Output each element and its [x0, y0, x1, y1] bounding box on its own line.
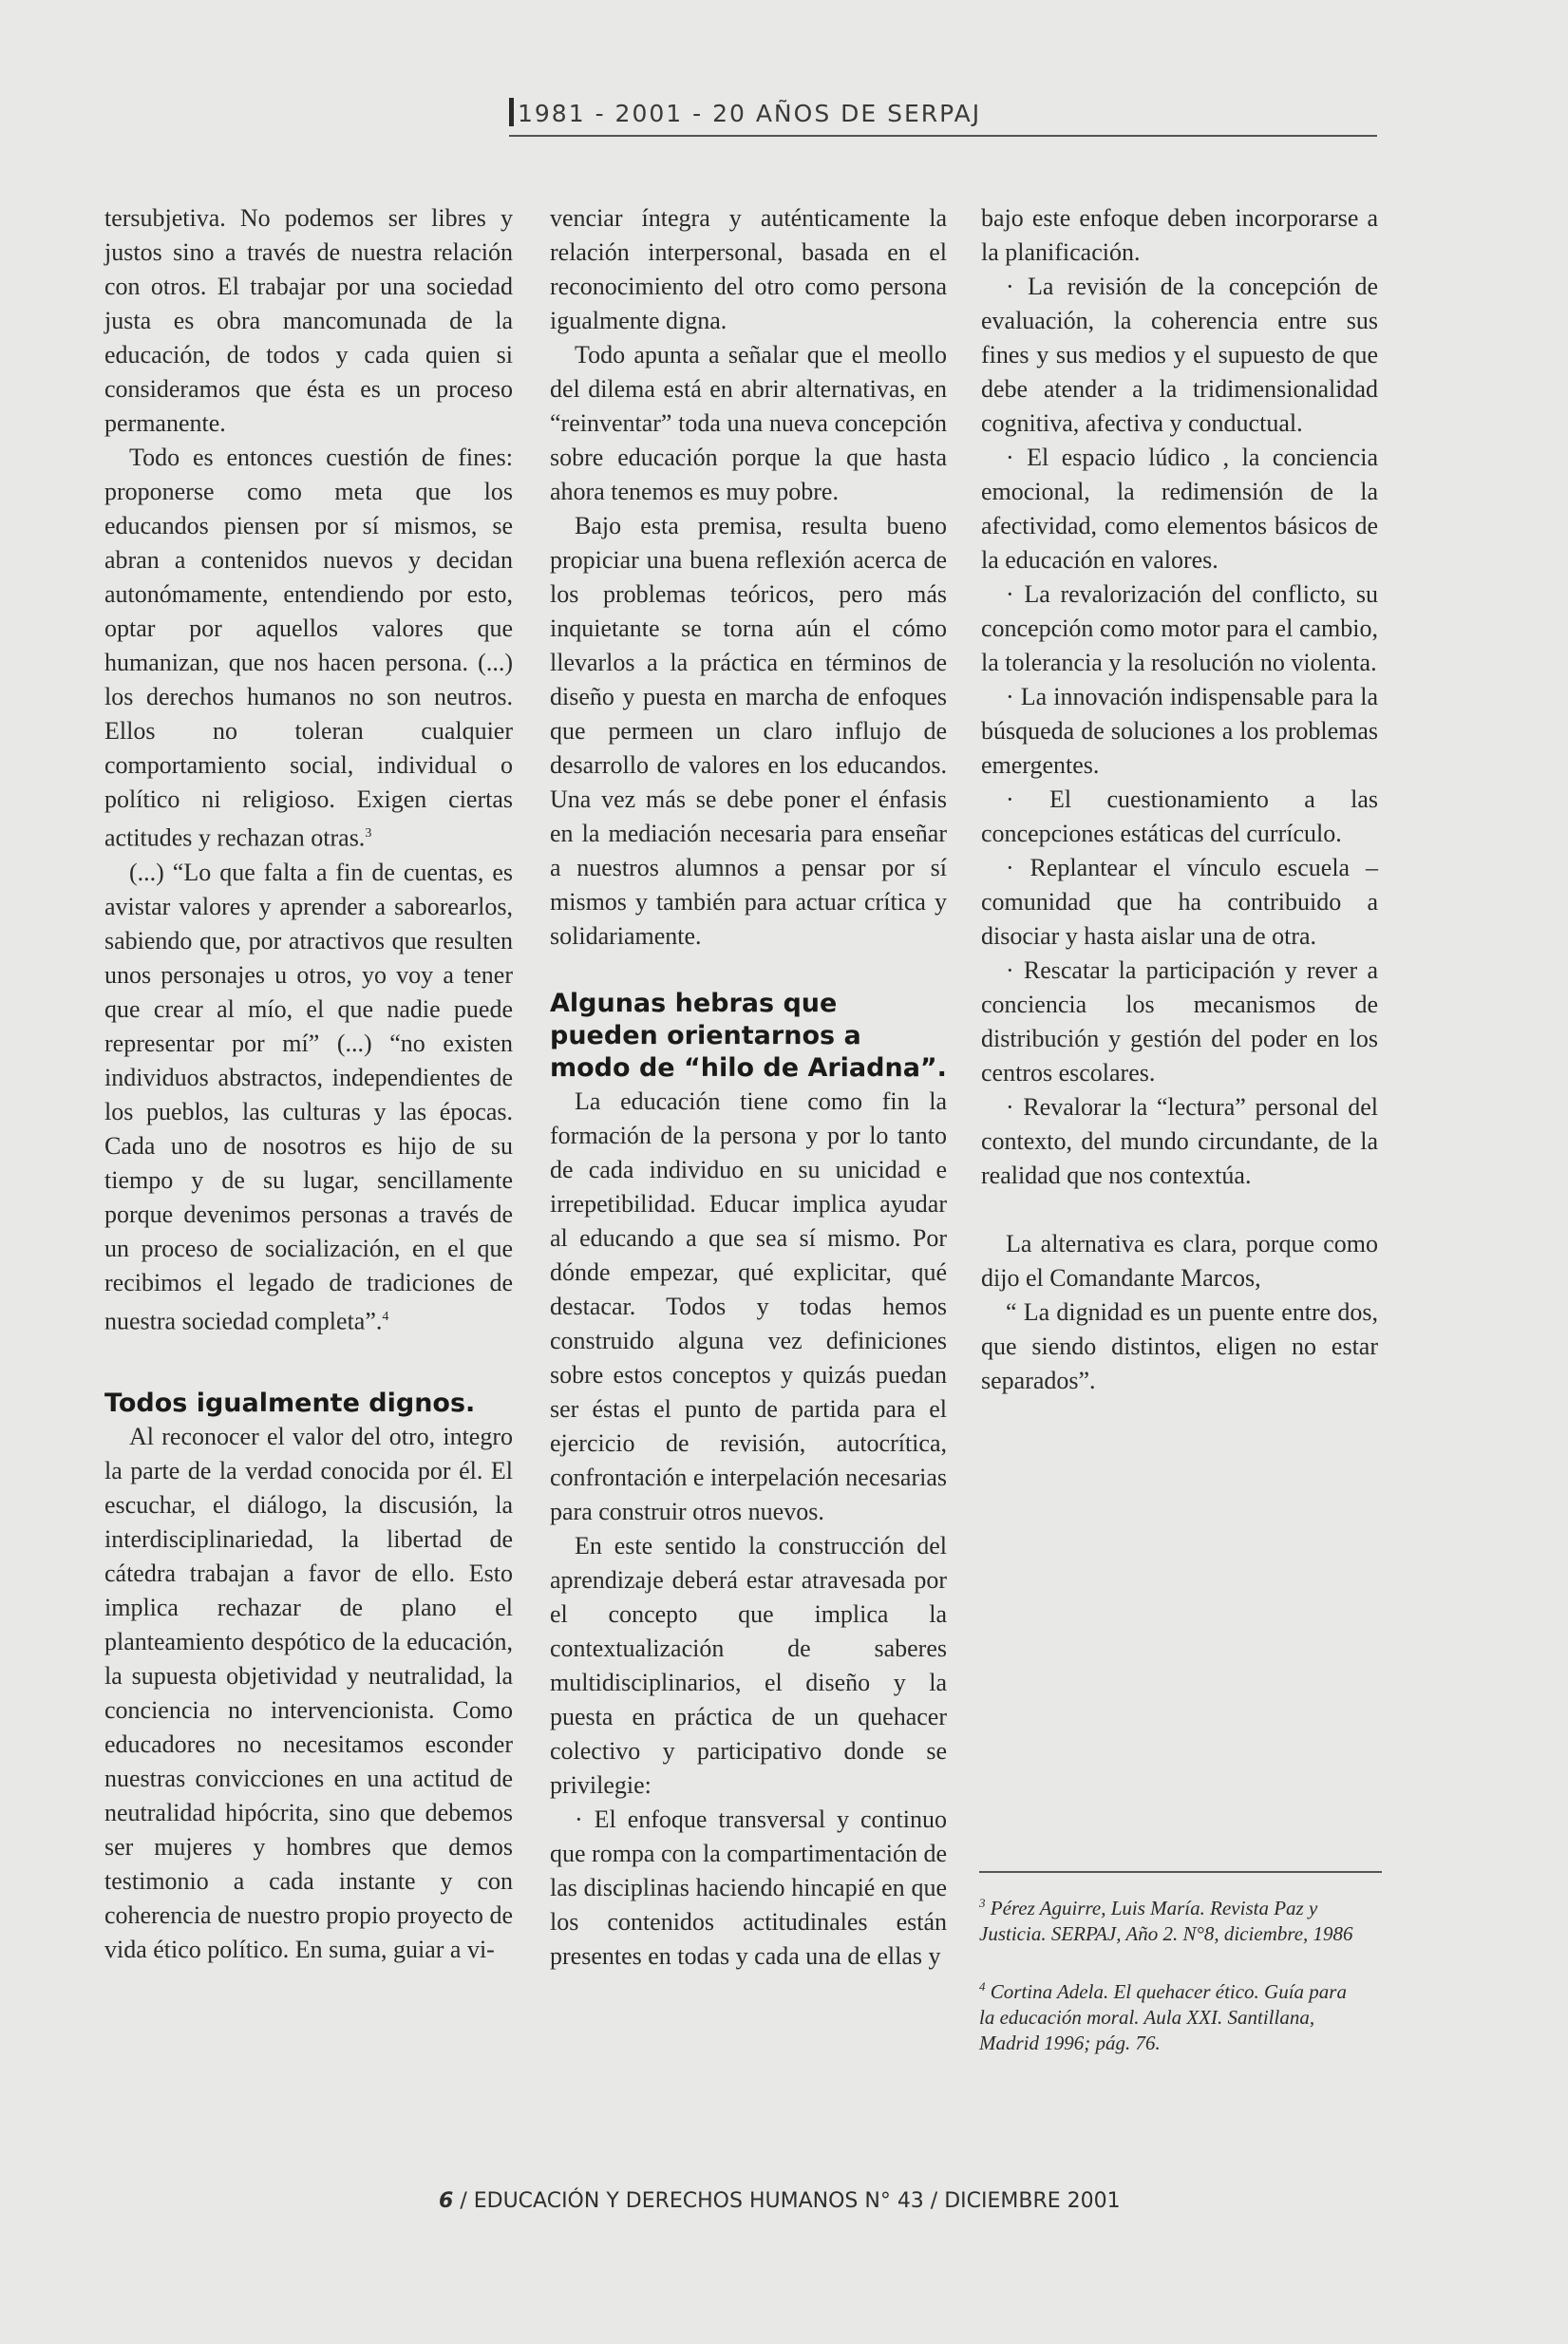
paragraph: En este sentido la construcción del aprendizaje deberá estar atravesada por el concepto que implica la contextualización de saberes multidisciplinarios, el diseño y la puesta en práctica de un quehacer colectivo y participativo donde se privilegie:: [550, 1532, 947, 1799]
bullet-item: · Revalorar la “lectura” personal del contexto, del mundo circundante, de la realidad que nos contextúa.: [981, 1093, 1378, 1189]
bullet-item: · El enfoque transversal y continuo que rompa con la compartimentación de las disciplinas haciendo hincapié en que los contenidos actitudinales están presentes en todas y cada una de ellas y: [550, 1805, 948, 1970]
running-footer: [439, 2183, 1123, 2221]
running-title: 1981 - 2001 - 20 AÑOS DE SERPAJ: [518, 100, 982, 127]
footer-separator: /: [460, 2189, 467, 2213]
section-heading: Todos igualmente dignos.: [104, 1389, 476, 1419]
footnote-ref: 3: [365, 826, 372, 841]
running-header: [509, 93, 1377, 137]
page-number: 6: [439, 2189, 454, 2213]
footnote: [979, 1974, 1359, 2056]
footnote-ref: 4: [382, 1309, 389, 1324]
bullet-item: · La revisión de la concepción de evaluación, la coherencia entre sus fines y sus medios y el supuesto de que debe atender a la tridimensionalidad cognitiva, afectiva y conductual.: [981, 273, 1378, 437]
bullet-item: · Rescatar la participación y rever a conciencia los mecanismos de distribución y gestión del poder en los centros escolares.: [981, 956, 1378, 1087]
paragraph: Al reconocer el valor del otro, integro la parte de la verdad conocida por él. El escuchar, el diálogo, la discusión, la interdisciplinariedad, la libertad de cátedra trabajan a favor de ello. Esto implica rechazar de plano el planteamiento despótico de la educación, la supuesta objetividad y neutralidad, la conciencia no intervencionista. Como educadores no necesitamos esconder nuestras convicciones en una actitud de neutralidad hipócrita, sino que debemos ser mujeres y hombres que demos testimonio a cada instante y con coherencia de nuestro propio proyecto de vida ético político. En suma, guiar a vi-: [104, 1423, 513, 1964]
footnotes: [979, 1890, 1359, 2083]
bullet-item: · El cuestionamiento a las concepciones estáticas del currículo.: [981, 785, 1378, 847]
column-2: [550, 201, 947, 1974]
paragraph: tersubjetiva. No podemos ser libres y justos sino a través de nuestra relación con otros. El trabajar por una sociedad justa es obra mancomunada de la educación, de todos y cada quien si consideramos que ésta es un proceso permanente.: [104, 204, 513, 437]
paragraph: Bajo esta premisa, resulta bueno propiciar una buena reflexión acerca de los problemas teóricos, pero más inquietante se torna aún el cómo llevarlos a la práctica en términos de diseño y puesta en marcha de enfoques que permeen un claro influjo de desarrollo de valores en los educandos. Una vez más se debe poner el énfasis en la mediación necesaria para enseñar a nuestros alumnos a pensar por sí mismos y también para actuar crítica y solidariamente.: [550, 512, 947, 950]
bullet-item: · Replantear el vínculo escuela – comunidad que ha contribuido a disociar y hasta aislar una de otra.: [981, 854, 1378, 950]
bullet-item: · El espacio lúdico , la conciencia emocional, la redimensión de la afectividad, como elementos básicos de la educación en valores.: [981, 444, 1378, 574]
footnote: [979, 1890, 1359, 1947]
paragraph: [104, 856, 513, 1339]
footnote-text: Cortina Adela. El quehacer ético. Guía para la educación moral. Aula XXI. Santillana, Madrid 1996; pág. 76.: [979, 1980, 1347, 2054]
bullet-item: · La innovación indispensable para la búsqueda de soluciones a los problemas emergentes.: [981, 683, 1378, 779]
paragraph: La educación tiene como fin la formación de la persona y por lo tanto de cada individuo en su unicidad e irrepetibilidad. Educar implica ayudar al educando a que sea sí mismo. Por dónde empezar, qué explicitar, qué destacar. Todos y todas hemos construido alguna vez definiciones sobre estos conceptos y quizás puedan ser éstas el punto de partida para el ejercicio de revisión, autocrítica, confrontación e interpelación necesarias para construir otros nuevos.: [550, 1087, 947, 1525]
publication-info: EDUCACIÓN Y DERECHOS HUMANOS N° 43 / DICIEMBRE 2001: [473, 2189, 1121, 2213]
paragraph: La alternativa es clara, porque como dijo el Comandante Marcos,: [981, 1230, 1378, 1292]
column-3: [981, 201, 1378, 1398]
header-bar: [509, 98, 514, 126]
paragraph: venciar íntegra y auténticamente la relación interpersonal, basada en el reconocimiento del otro como persona igualmente digna.: [550, 204, 947, 334]
bullet-item: · La revalorización del conflicto, su concepción como motor para el cambio, la tolerancia y la resolución no violenta.: [981, 580, 1378, 676]
paragraph-text: (...) “Lo que falta a fin de cuentas, es avistar valores y aprender a saborearlos, sabiendo que, por atractivos que resulten unos personajes u otros, yo voy a tener que crear al mío, el que nadie puede representar por mí” (...) “no existen individuos abstractos, independientes de los pueblos, las culturas y las épocas. Cada uno de nosotros es hijo de su tiempo y de su lugar, sencillamente porque devenimos personas a través de un proceso de socialización, en el que recibimos el legado de tradiciones de nuestra sociedad completa”.: [104, 858, 513, 1335]
paragraph-text: Todo es entonces cuestión de fines: proponerse como meta que los educandos piensen por sí mismos, se abran a contenidos nuevos y decidan autonómamente, entendiendo por esto, optar por aquellos valores que humanizan, que nos hacen persona. (...) los derechos humanos no son neutros. Ellos no toleran cualquier comportamiento social, individual o político ni religioso. Exigen ciertas actitudes y rechazan otras.: [104, 444, 513, 852]
column-1: [104, 201, 513, 1967]
paragraph: Todo apunta a señalar que el meollo del dilema está en abrir alternativas, en “reinventar” toda una nueva concepción sobre educación porque la que hasta ahora tenemos es muy pobre.: [550, 341, 947, 505]
footnote-divider: [979, 1871, 1382, 1873]
footnote-number: 4: [979, 1979, 986, 1994]
paragraph: [104, 441, 513, 856]
quote: “ La dignidad es un puente entre dos, que siendo distintos, eligen no estar separados”.: [981, 1298, 1378, 1394]
footnote-text: Pérez Aguirre, Luis María. Revista Paz y Justicia. SERPAJ, Año 2. N°8, diciembre, 1986: [979, 1897, 1353, 1945]
paragraph: bajo este enfoque deben incorporarse a la planificación.: [981, 204, 1378, 266]
section-heading: Algunas hebras que pueden orientarnos a modo de “hilo de Ariadna”.: [550, 989, 947, 1083]
footnote-number: 3: [979, 1896, 986, 1910]
